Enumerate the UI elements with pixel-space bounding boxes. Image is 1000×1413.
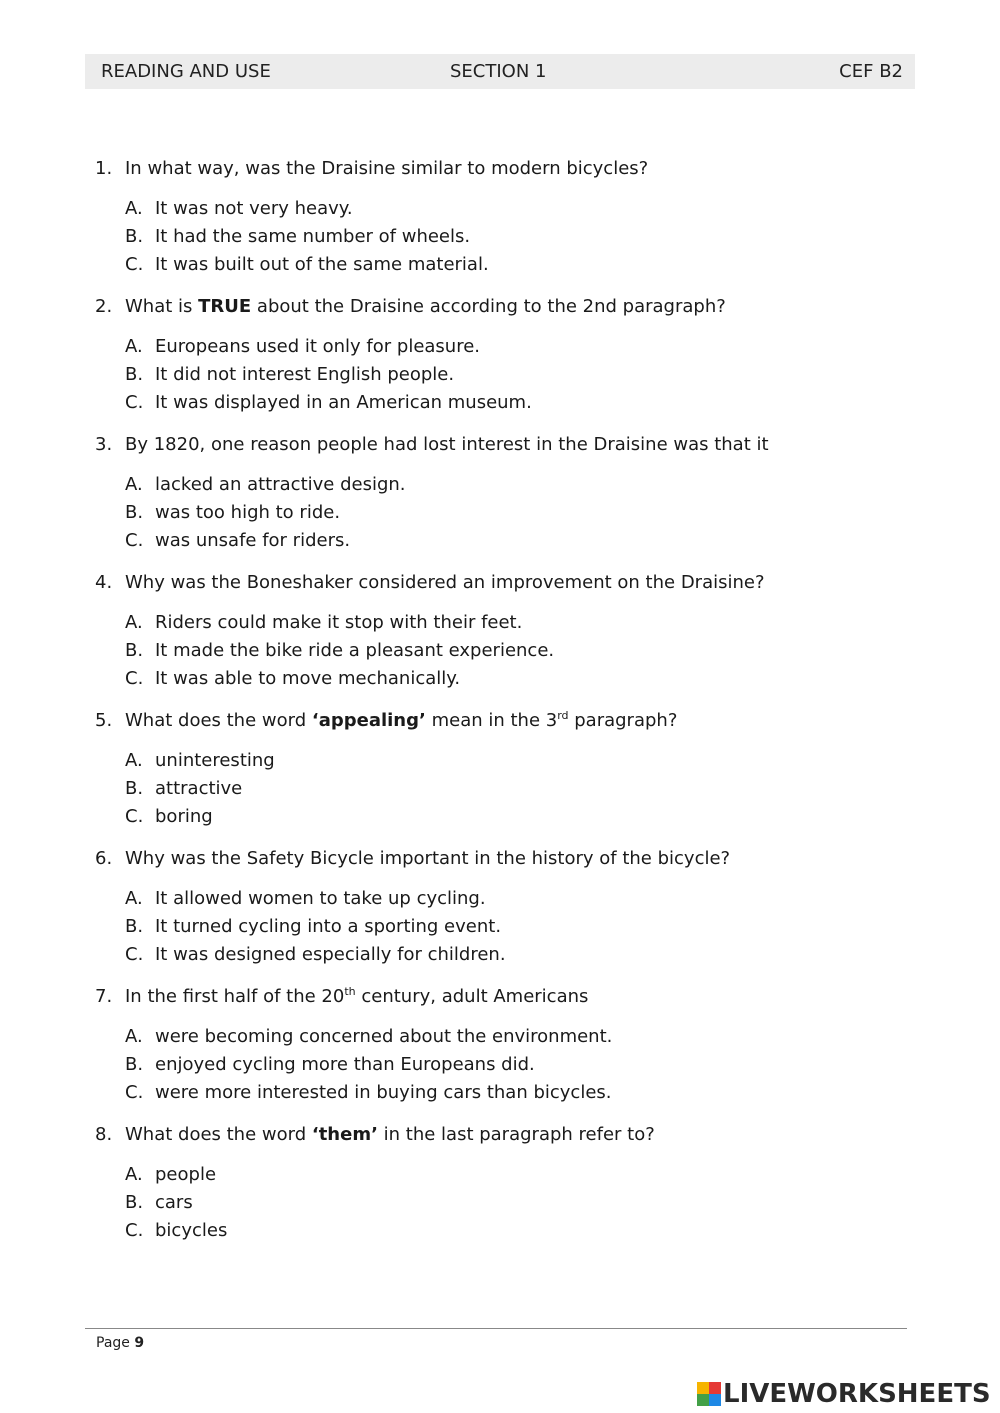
option-text: It was displayed in an American museum. [155,392,532,413]
question-text [125,985,588,1009]
option-letter: C. [125,806,144,827]
option-text: Europeans used it only for pleasure. [155,336,481,357]
text-run: What is [125,296,199,317]
answer-option[interactable] [125,527,915,555]
text-run: Why was the Safety Bicycle important in the history of the bicycle? [125,848,731,869]
liveworksheets-logo-icon [697,1382,721,1406]
question-text [125,295,726,319]
logo-square [697,1394,709,1406]
answer-option[interactable] [125,195,915,223]
header-left-title: READING AND USE [101,61,271,82]
options-list [125,333,915,417]
option-letter: C. [125,530,144,551]
option-text: attractive [155,778,243,799]
option-letter: A. [125,336,143,357]
answer-option[interactable] [125,941,915,969]
option-text: boring [155,806,213,827]
question-text [125,709,677,733]
question-stem [95,433,915,457]
text-run: century, adult Americans [355,986,589,1007]
option-text: It was able to move mechanically. [155,668,461,689]
option-text: was unsafe for riders. [155,530,351,551]
answer-option[interactable] [125,1023,915,1051]
option-text: It was designed especially for children. [155,944,506,965]
answer-option[interactable] [125,1079,915,1107]
header-section-label: SECTION 1 [450,61,547,82]
footer-divider [85,1328,907,1329]
answer-option[interactable] [125,499,915,527]
answer-option[interactable] [125,1189,915,1217]
option-letter: B. [125,640,144,661]
logo-square [697,1382,709,1394]
option-letter: C. [125,1220,144,1241]
option-text: It was built out of the same material. [155,254,489,275]
option-letter: A. [125,1026,143,1047]
option-text: Riders could make it stop with their feet. [155,612,523,633]
question-stem [95,157,915,181]
answer-option[interactable] [125,1161,915,1189]
answer-option[interactable] [125,637,915,665]
option-letter: B. [125,226,144,247]
emphasis-text: ‘appealing’ [311,710,426,731]
text-run: In the first half of the 20 [125,986,345,1007]
option-letter: B. [125,1054,144,1075]
option-letter: A. [125,612,143,633]
option-text: lacked an attractive design. [155,474,406,495]
page-number-value: 9 [134,1335,145,1351]
question-1 [95,157,915,279]
question-5 [95,709,915,831]
question-6 [95,847,915,969]
question-number: 8. [95,1124,113,1145]
text-run: What does the word [125,710,312,731]
option-text: It had the same number of wheels. [155,226,471,247]
option-letter: C. [125,254,144,275]
answer-option[interactable] [125,1051,915,1079]
question-stem [95,571,915,595]
question-text [125,847,730,871]
answer-option[interactable] [125,361,915,389]
option-text: were becoming concerned about the environment. [155,1026,613,1047]
text-run: In what way, was the Draisine similar to modern bicycles? [125,158,649,179]
question-stem [95,1123,915,1147]
option-text: were more interested in buying cars than bicycles. [155,1082,612,1103]
option-text: was too high to ride. [155,502,341,523]
answer-option[interactable] [125,1217,915,1245]
option-text: It turned cycling into a sporting event. [155,916,502,937]
question-8 [95,1123,915,1245]
brand-text: LIVEWORKSHEETS [723,1379,991,1409]
answer-option[interactable] [125,609,915,637]
option-text: cars [155,1192,193,1213]
question-number: 6. [95,848,113,869]
question-number: 1. [95,158,113,179]
option-letter: B. [125,364,144,385]
option-text: It was not very heavy. [155,198,353,219]
question-stem [95,295,915,319]
options-list [125,1023,915,1107]
answer-option[interactable] [125,333,915,361]
question-text [125,571,765,595]
question-2 [95,295,915,417]
text-run: about the Draisine according to the 2nd paragraph? [251,296,726,317]
page-number [96,1335,144,1351]
option-letter: B. [125,1192,144,1213]
options-list [125,1161,915,1245]
liveworksheets-brand[interactable] [697,1380,991,1408]
answer-option[interactable] [125,803,915,831]
option-letter: C. [125,392,144,413]
superscript: th [344,985,356,998]
options-list [125,609,915,693]
options-list [125,747,915,831]
option-letter: A. [125,198,143,219]
text-run: What does the word [125,1124,312,1145]
emphasis-text: TRUE [198,296,252,317]
question-list [95,157,915,1261]
question-text [125,157,648,181]
option-text: enjoyed cycling more than Europeans did. [155,1054,535,1075]
option-letter: A. [125,888,143,909]
question-number: 2. [95,296,113,317]
question-3 [95,433,915,555]
question-text [125,433,769,457]
question-number: 7. [95,986,113,1007]
superscript: rd [557,709,569,722]
option-text: It did not interest English people. [155,364,455,385]
option-letter: B. [125,778,144,799]
option-text: uninteresting [155,750,275,771]
page-label: Page [96,1335,130,1351]
options-list [125,195,915,279]
option-letter: C. [125,668,144,689]
answer-option[interactable] [125,747,915,775]
question-number: 4. [95,572,113,593]
option-text: It allowed women to take up cycling. [155,888,486,909]
option-letter: A. [125,474,143,495]
option-letter: A. [125,750,143,771]
logo-square [709,1382,721,1394]
question-stem [95,709,915,733]
text-run: Why was the Boneshaker considered an improvement on the Draisine? [125,572,765,593]
option-text: bicycles [155,1220,228,1241]
logo-square [709,1394,721,1406]
question-number: 3. [95,434,113,455]
answer-option[interactable] [125,665,915,693]
option-letter: C. [125,944,144,965]
answer-option[interactable] [125,471,915,499]
header-level-label: CEF B2 [839,61,903,82]
question-stem [95,847,915,871]
answer-option[interactable] [125,775,915,803]
emphasis-text: ‘them’ [311,1124,378,1145]
question-number: 5. [95,710,113,731]
text-run: in the last paragraph refer to? [377,1124,655,1145]
page-header [85,54,915,89]
question-4 [95,571,915,693]
answer-option[interactable] [125,223,915,251]
answer-option[interactable] [125,389,915,417]
option-text: people [155,1164,217,1185]
text-run: mean in the 3 [425,710,558,731]
question-7 [95,985,915,1107]
answer-option[interactable] [125,251,915,279]
option-letter: C. [125,1082,144,1103]
option-letter: B. [125,916,144,937]
option-letter: A. [125,1164,143,1185]
answer-option[interactable] [125,885,915,913]
question-stem [95,985,915,1009]
question-text [125,1123,655,1147]
options-list [125,471,915,555]
option-letter: B. [125,502,144,523]
text-run: By 1820, one reason people had lost interest in the Draisine was that it [125,434,769,455]
option-text: It made the bike ride a pleasant experience. [155,640,555,661]
answer-option[interactable] [125,913,915,941]
options-list [125,885,915,969]
text-run: paragraph? [568,710,678,731]
